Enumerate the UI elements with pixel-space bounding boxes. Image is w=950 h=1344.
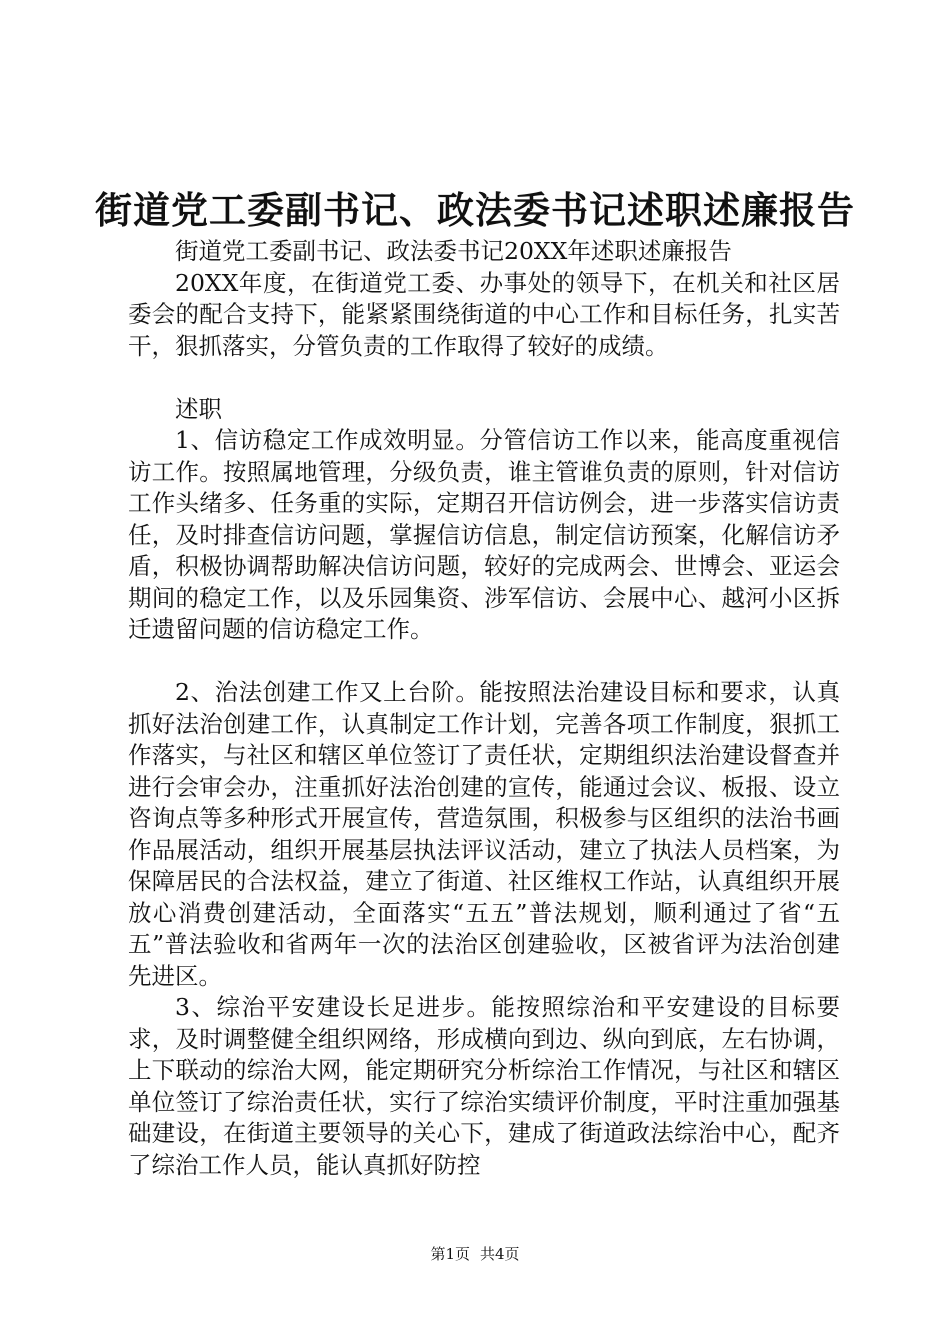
page-number: 第1页: [430, 1245, 470, 1263]
report-subtitle: 街道党工委副书记、政法委书记20XX年述职述廉报告: [175, 237, 732, 265]
paragraph-2: 2、治法创建工作又上台阶。能按照法治建设目标和要求，认真抓好法治创建工作，认真制定工作计划，完善各项工作制度，狠抓工作落实，与社区和辖区单位签订了责任状，定期组织法治建设督查并进行会审会办，注重抓好法治创建的宣传，能通过会议、板报、设立咨询点等多种形式开展宣传，营造氛围，积极参与区组织的法治书画作品展活动，组织开展基层执法评议活动，建立了执法人员档案，为保障居民的合法权益，建立了街道、社区维权工作站，认真组织开展放心消费创建活动，全面落实“五五”普法规划，顺利通过了省“五五”普法验收和省两年一次的法治区创建验收，区被省评为法治创建先进区。: [128, 678, 840, 990]
intro-paragraph: 20XX年度，在街道党工委、办事处的领导下，在机关和社区居委会的配合支持下，能紧紧围绕街道的中心工作和目标任务，扎实苦干，狠抓落实，分管负责的工作取得了较好的成绩。: [128, 268, 840, 360]
document-body: [128, 236, 840, 1181]
page-total: 共4页: [480, 1245, 520, 1263]
paragraph-3: 3、综治平安建设长足进步。能按照综治和平安建设的目标要求，及时调整健全组织网络，形成横向到边、纵向到底，左右协调，上下联动的综治大网，能定期研究分析综治工作情况，与社区和辖区单位签订了综治责任状，实行了综治实绩评价制度，平时注重加强基础建设，在街道主要领导的关心下，建成了街道政法综治中心，配齐了综治工作人员，能认真抓好防控: [128, 993, 840, 1179]
paragraph-1: 1、信访稳定工作成效明显。分管信访工作以来，能高度重视信访工作。按照属地管理，分级负责，谁主管谁负责的原则，针对信访工作头绪多、任务重的实际，定期召开信访例会，进一步落实信访责任，及时排查信访问题，掌握信访信息，制定信访预案，化解信访矛盾，积极协调帮助解决信访问题，较好的完成两会、世博会、亚运会期间的稳定工作，以及乐园集资、涉军信访、会展中心、越河小区拆迁遗留问题的信访稳定工作。: [128, 426, 840, 643]
section-heading: 述职: [175, 394, 222, 423]
page-footer: [0, 1244, 950, 1264]
document-title: 街道党工委副书记、政法委书记述职述廉报告: [95, 188, 855, 232]
